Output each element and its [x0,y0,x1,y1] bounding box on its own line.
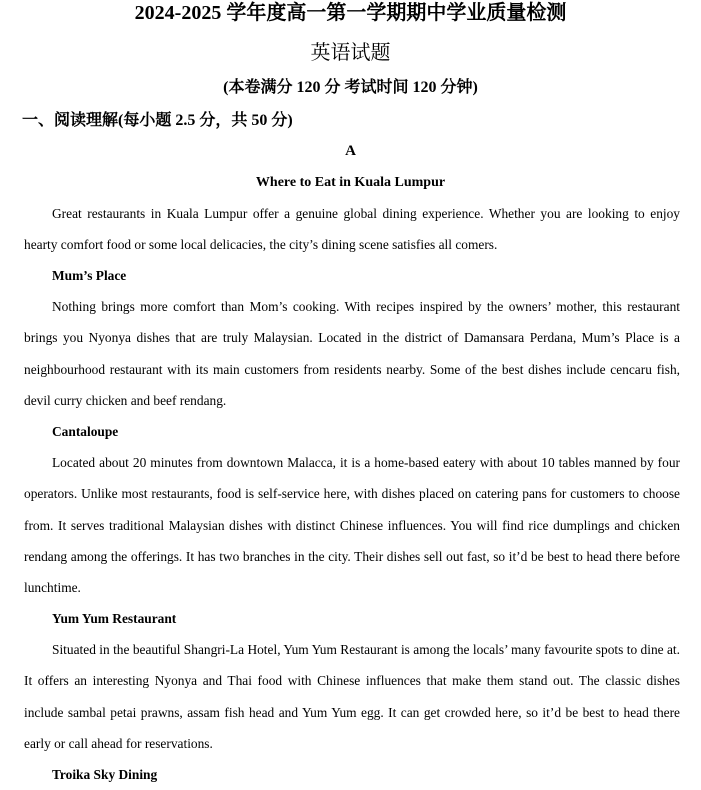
restaurant-name: Troika Sky Dining [52,767,158,782]
passage-title: Where to Eat in Kuala Lumpur [255,175,446,190]
restaurant-block-troika [24,759,680,790]
restaurant-block-mums-place [24,260,680,416]
exam-note: (本卷满分 120 分 考试时间 120 分钟) [223,79,478,96]
intro-block [24,198,680,260]
section-heading: 一、阅读理解(每小题 2.5 分，共 50 分) [22,112,293,129]
intro-paragraph: Great restaurants in Kuala Lumpur offer a genuine global dining experience. Whether you are looking to enjoy hearty comfort food or some local delicacies, the city’s dining scene satisfies all comers. [24,206,680,253]
restaurant-name: Yum Yum Restaurant [52,611,177,626]
restaurant-block-yum-yum [24,603,680,759]
subject-title: 英语试题 [310,42,391,64]
restaurant-block-cantaloupe [24,416,680,603]
restaurant-name: Cantaloupe [52,424,119,439]
restaurant-name: Mum’s Place [52,268,127,283]
restaurant-description: Situated in the beautiful Shangri-La Hotel, Yum Yum Restaurant is among the locals’ many favourite spots to dine at. It offers an interesting Nyonya and Thai food with Chinese influences that make them stand out. The classic dishes include sambal petai prawns, assam fish head and Yum Yum egg. It can get crowded here, so it’d be best to head there early or call ahead for reservations. [24,642,680,751]
restaurant-description: Nothing brings more comfort than Mom’s cooking. With recipes inspired by the owners’ mother, this restaurant brings you Nyonya dishes that are truly Malaysian. Located in the district of Damansara Perdana, Mum’s Place is a neighbourhood restaurant with its main customers from residents nearby. Some of the best dishes include cencaru fish, devil curry chicken and beef rendang. [24,299,680,408]
passage-label: A [345,143,356,159]
exam-title: 2024-2025 学年度高一第一学期期中学业质量检测 [134,2,567,24]
restaurant-description: Located about 20 minutes from downtown Malacca, it is a home-based eatery with about 10 tables manned by four operators. Unlike most restaurants, food is self-service here, with dishes placed on catering pans for customers to choose from. It serves traditional Malaysian dishes with distinct Chinese influences. You will find rice dumplings and chicken rendang among the offerings. It has two branches in the city. Their dishes sell out fast, so it’d be best to head there before lunchtime. [24,455,680,596]
